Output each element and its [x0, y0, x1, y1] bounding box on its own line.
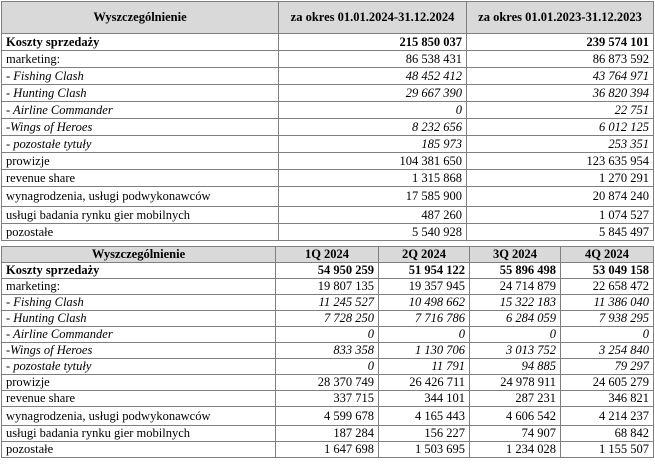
row-label: marketing:: [2, 51, 279, 68]
value-cell-q3: 94 885: [470, 359, 561, 375]
value-cell-q1: 833 358: [276, 343, 379, 359]
annual-costs-table: [1, 1, 654, 241]
value-cell-q1: 0: [276, 359, 379, 375]
table-row: [2, 136, 654, 153]
table-row: [2, 295, 654, 311]
table-row: [2, 224, 654, 241]
value-cell-q3: 6 284 059: [470, 311, 561, 327]
table-row: [2, 102, 654, 119]
value-cell-v1: 104 381 650: [279, 153, 467, 170]
row-label: - Fishing Clash: [2, 295, 276, 311]
value-cell-v2: 20 874 240: [467, 187, 654, 207]
value-cell-v1: 17 585 900: [279, 187, 467, 207]
table-row: [2, 375, 654, 391]
table-row: [2, 187, 654, 207]
value-cell-q3: 1 234 028: [470, 442, 561, 458]
row-label: pozostałe: [2, 442, 276, 458]
table-row: [2, 279, 654, 295]
value-cell-q1: 28 370 749: [276, 375, 379, 391]
value-cell-q2: 7 716 786: [379, 311, 470, 327]
header-2q-2024: 2Q 2024: [379, 247, 470, 263]
value-cell-v2: 123 635 954: [467, 153, 654, 170]
value-cell-q2: 156 227: [379, 426, 470, 442]
value-cell-q1: 0: [276, 327, 379, 343]
value-cell-q1: 11 245 527: [276, 295, 379, 311]
value-cell-q3: 0: [470, 327, 561, 343]
value-cell-q4: 79 297: [561, 359, 654, 375]
value-cell-q2: 19 357 945: [379, 279, 470, 295]
value-cell-q1: 1 647 698: [276, 442, 379, 458]
value-cell-q3: 55 896 498: [470, 263, 561, 279]
row-label: - pozostałe tytuły: [2, 359, 276, 375]
row-label: - Hunting Clash: [2, 85, 279, 102]
table-row: [2, 343, 654, 359]
value-cell-q1: 19 807 135: [276, 279, 379, 295]
value-cell-q1: 4 599 678: [276, 407, 379, 426]
row-label: wynagrodzenia, usługi podwykonawców: [2, 407, 276, 426]
value-cell-q4: 7 938 295: [561, 311, 654, 327]
row-label: marketing:: [2, 279, 276, 295]
value-cell-v1: 215 850 037: [279, 34, 467, 51]
annual-header-row: [2, 2, 654, 34]
value-cell-q4: 1 155 507: [561, 442, 654, 458]
table-row: [2, 153, 654, 170]
value-cell-v1: 48 452 412: [279, 68, 467, 85]
value-cell-q2: 11 791: [379, 359, 470, 375]
table-row: [2, 207, 654, 224]
value-cell-v2: 239 574 101: [467, 34, 654, 51]
quarterly-costs-table: [1, 246, 654, 458]
row-label: - Airline Commander: [2, 102, 279, 119]
header-4q-2024: 4Q 2024: [561, 247, 654, 263]
value-cell-q2: 51 954 122: [379, 263, 470, 279]
value-cell-q4: 11 386 040: [561, 295, 654, 311]
table-row: [2, 263, 654, 279]
value-cell-v2: 5 845 497: [467, 224, 654, 241]
value-cell-q4: 22 658 472: [561, 279, 654, 295]
row-label: prowizje: [2, 153, 279, 170]
value-cell-v2: 253 351: [467, 136, 654, 153]
row-label: - Hunting Clash: [2, 311, 276, 327]
row-label: pozostałe: [2, 224, 279, 241]
value-cell-v1: 5 540 928: [279, 224, 467, 241]
value-cell-q3: 4 606 542: [470, 407, 561, 426]
value-cell-q4: 346 821: [561, 391, 654, 407]
table-row: [2, 407, 654, 426]
annual-table-body: [2, 34, 654, 241]
value-cell-q1: 7 728 250: [276, 311, 379, 327]
header-1q-2024: 1Q 2024: [276, 247, 379, 263]
value-cell-v1: 8 232 656: [279, 119, 467, 136]
value-cell-q2: 4 165 443: [379, 407, 470, 426]
row-label: prowizje: [2, 375, 276, 391]
table-row: [2, 170, 654, 187]
value-cell-q3: 74 907: [470, 426, 561, 442]
value-cell-q4: 68 842: [561, 426, 654, 442]
header-period-2023: za okres 01.01.2023-31.12.2023: [467, 2, 654, 34]
header-item: Wyszczególnienie: [2, 247, 276, 263]
value-cell-v2: 86 873 592: [467, 51, 654, 68]
row-label: -Wings of Heroes: [2, 119, 279, 136]
value-cell-q3: 24 978 911: [470, 375, 561, 391]
value-cell-q4: 0: [561, 327, 654, 343]
value-cell-q1: 54 950 259: [276, 263, 379, 279]
value-cell-q2: 344 101: [379, 391, 470, 407]
value-cell-v1: 29 667 390: [279, 85, 467, 102]
value-cell-q2: 26 426 711: [379, 375, 470, 391]
value-cell-q3: 287 231: [470, 391, 561, 407]
value-cell-q4: 24 605 279: [561, 375, 654, 391]
header-period-2024: za okres 01.01.2024-31.12.2024: [279, 2, 467, 34]
value-cell-v2: 1 270 291: [467, 170, 654, 187]
row-label: revenue share: [2, 391, 276, 407]
row-label: revenue share: [2, 170, 279, 187]
value-cell-q2: 1 503 695: [379, 442, 470, 458]
value-cell-v1: 0: [279, 102, 467, 119]
header-3q-2024: 3Q 2024: [470, 247, 561, 263]
table-row: [2, 85, 654, 102]
value-cell-q2: 1 130 706: [379, 343, 470, 359]
value-cell-q4: 3 254 840: [561, 343, 654, 359]
row-label: - Airline Commander: [2, 327, 276, 343]
value-cell-v2: 6 012 125: [467, 119, 654, 136]
table-row: [2, 442, 654, 458]
table-row: [2, 327, 654, 343]
row-label: usługi badania rynku gier mobilnych: [2, 207, 279, 224]
value-cell-q3: 24 714 879: [470, 279, 561, 295]
row-label: -Wings of Heroes: [2, 343, 276, 359]
row-label: - pozostałe tytuły: [2, 136, 279, 153]
value-cell-v1: 1 315 868: [279, 170, 467, 187]
value-cell-q1: 187 284: [276, 426, 379, 442]
value-cell-v2: 43 764 971: [467, 68, 654, 85]
table-row: [2, 391, 654, 407]
value-cell-q3: 15 322 183: [470, 295, 561, 311]
row-label: wynagrodzenia, usługi podwykonawców: [2, 187, 279, 207]
row-label: usługi badania rynku gier mobilnych: [2, 426, 276, 442]
value-cell-v2: 1 074 527: [467, 207, 654, 224]
value-cell-q4: 4 214 237: [561, 407, 654, 426]
row-label: Koszty sprzedaży: [2, 263, 276, 279]
table-row: [2, 51, 654, 68]
value-cell-q2: 0: [379, 327, 470, 343]
table-row: [2, 119, 654, 136]
row-label: Koszty sprzedaży: [2, 34, 279, 51]
value-cell-v1: 487 260: [279, 207, 467, 224]
quarterly-header-row: [2, 247, 654, 263]
table-row: [2, 34, 654, 51]
value-cell-q2: 10 498 662: [379, 295, 470, 311]
value-cell-v2: 36 820 394: [467, 85, 654, 102]
value-cell-v2: 22 751: [467, 102, 654, 119]
value-cell-v1: 185 973: [279, 136, 467, 153]
value-cell-q1: 337 715: [276, 391, 379, 407]
table-row: [2, 359, 654, 375]
header-item: Wyszczególnienie: [2, 2, 279, 34]
table-row: [2, 68, 654, 85]
value-cell-q4: 53 049 158: [561, 263, 654, 279]
table-row: [2, 311, 654, 327]
row-label: - Fishing Clash: [2, 68, 279, 85]
table-row: [2, 426, 654, 442]
quarterly-table-body: [2, 263, 654, 458]
value-cell-v1: 86 538 431: [279, 51, 467, 68]
value-cell-q3: 3 013 752: [470, 343, 561, 359]
